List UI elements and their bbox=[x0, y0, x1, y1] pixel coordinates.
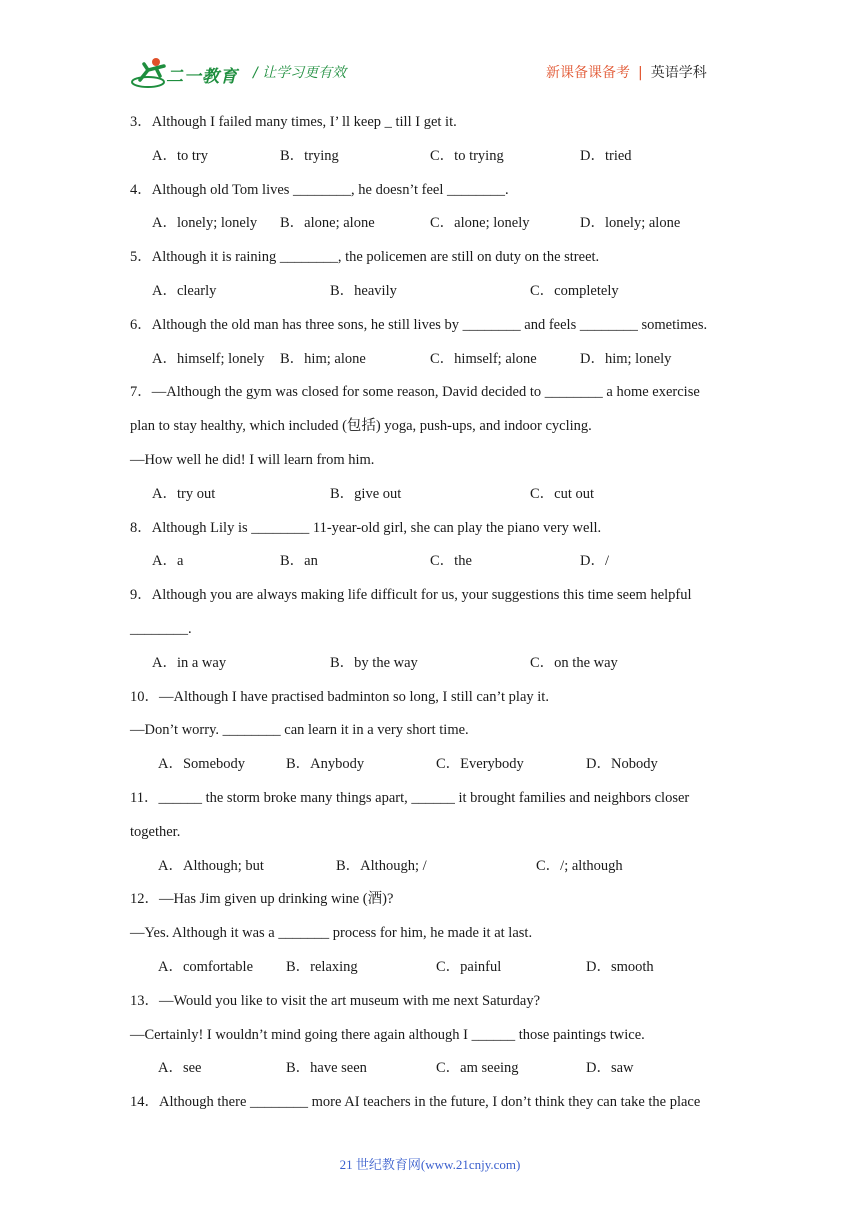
answer-option[interactable]: C．/; although bbox=[536, 857, 623, 874]
subject-label: 英语学科 bbox=[650, 65, 707, 81]
answer-option[interactable]: A．Although; but bbox=[158, 857, 264, 874]
answer-option[interactable]: C．to trying bbox=[430, 147, 504, 164]
header-separator: | bbox=[638, 65, 643, 81]
answer-option[interactable]: C．on the way bbox=[530, 654, 618, 671]
logo-text: 二一教育 bbox=[166, 67, 238, 87]
answer-option[interactable]: A．in a way bbox=[152, 654, 227, 671]
question-stem: 8．Although Lily is ________ 11-year-old girl, she can play the piano very well. bbox=[130, 519, 602, 536]
question-stem: —Don’t worry. ________ can learn it in a very short time. bbox=[130, 722, 469, 739]
answer-option[interactable]: D．smooth bbox=[586, 959, 654, 975]
answer-option[interactable]: A．lonely; lonely bbox=[152, 215, 258, 232]
answer-option[interactable]: A．try out bbox=[152, 485, 216, 502]
answer-option[interactable]: A．see bbox=[158, 1060, 202, 1077]
answer-option[interactable]: C．the bbox=[430, 553, 472, 570]
answer-option[interactable]: C．am seeing bbox=[436, 1060, 519, 1077]
answer-option[interactable]: B．him; alone bbox=[280, 350, 366, 367]
answer-option[interactable]: B．relaxing bbox=[286, 959, 358, 975]
answer-option[interactable]: B．Although; / bbox=[336, 857, 427, 874]
question-stem: —Yes. Although it was a _______ process for him, he made it at last. bbox=[130, 925, 533, 942]
question-stem: —How well he did! I will learn from him. bbox=[130, 452, 375, 468]
question-stem: 6．Although the old man has three sons, he still lives by ________ and feels ________ sometimes. bbox=[130, 316, 708, 333]
answer-option[interactable]: D．/ bbox=[580, 553, 609, 570]
answer-option[interactable]: A．clearly bbox=[152, 283, 217, 299]
question-stem: 11．______ the storm broke many things apart, ______ it brought families and neighbors closer bbox=[130, 790, 690, 806]
page-header bbox=[0, 0, 860, 100]
answer-option[interactable]: B．give out bbox=[330, 485, 402, 502]
answer-option[interactable]: D．tried bbox=[580, 147, 632, 164]
answer-option[interactable]: C．himself; alone bbox=[430, 350, 537, 367]
slogan: / 让学习更有效 bbox=[253, 65, 347, 81]
answer-option[interactable]: B．by the way bbox=[330, 654, 418, 671]
answer-option[interactable]: C．painful bbox=[436, 959, 502, 975]
answer-option[interactable]: A．Somebody bbox=[158, 756, 245, 773]
answer-option[interactable]: A．comfortable bbox=[158, 959, 254, 975]
question-stem: 12．—Has Jim given up drinking wine (酒)? bbox=[130, 891, 394, 908]
answer-option[interactable]: A．himself; lonely bbox=[152, 350, 265, 367]
answer-option[interactable]: B．have seen bbox=[286, 1060, 367, 1077]
answer-option[interactable]: A．to try bbox=[152, 147, 208, 164]
answer-option[interactable]: D．saw bbox=[586, 1060, 634, 1077]
question-stem: plan to stay healthy, which included (包括) yoga, push-ups, and indoor cycling. bbox=[130, 418, 592, 435]
footer: 21 世纪教育网(www.21cnjy.com) bbox=[339, 1157, 521, 1172]
answer-option[interactable]: B．heavily bbox=[330, 283, 397, 299]
answer-option[interactable]: D．lonely; alone bbox=[580, 215, 681, 232]
answer-option[interactable]: B．trying bbox=[280, 147, 339, 164]
question-stem: 4．Although old Tom lives ________, he doesn’t feel ________. bbox=[130, 181, 509, 198]
answer-option[interactable]: C．alone; lonely bbox=[430, 215, 530, 232]
question-stem: ________. bbox=[130, 621, 192, 637]
course-label: 新课备课备考 bbox=[546, 65, 630, 81]
answer-option[interactable]: B．Anybody bbox=[286, 756, 365, 773]
question-stem: —Certainly! I wouldn’t mind going there again although I ______ those paintings twice. bbox=[130, 1026, 645, 1043]
question-stem: 5．Although it is raining ________, the policemen are still on duty on the street. bbox=[130, 249, 600, 266]
question-stem: 9．Although you are always making life difficult for us, your suggestions this time seem helpful bbox=[130, 587, 692, 604]
answer-option[interactable]: B．alone; alone bbox=[280, 215, 375, 232]
question-stem: 10．—Although I have practised badminton so long, I still can’t play it. bbox=[130, 688, 549, 705]
answer-option[interactable]: C．cut out bbox=[530, 485, 595, 502]
answer-option[interactable]: D．him; lonely bbox=[580, 350, 672, 367]
answer-option[interactable]: A．a bbox=[152, 553, 184, 570]
answer-option[interactable]: C．Everybody bbox=[436, 756, 524, 773]
answer-option[interactable]: B．an bbox=[280, 553, 318, 570]
question-stem: 7．—Although the gym was closed for some reason, David decided to ________ a home exercise bbox=[130, 384, 700, 401]
question-stem: 3．Although I failed many times, I’ ll keep _ till I get it. bbox=[130, 114, 457, 130]
answer-option[interactable]: D．Nobody bbox=[586, 756, 658, 773]
question-stem: together. bbox=[130, 823, 181, 840]
answer-option[interactable]: C．completely bbox=[530, 283, 619, 299]
question-stem: 14．Although there ________ more AI teachers in the future, I don’t think they can take the place bbox=[130, 1094, 701, 1111]
header-right bbox=[546, 62, 707, 82]
question-stem: 13．—Would you like to visit the art museum with me next Saturday? bbox=[130, 992, 541, 1009]
